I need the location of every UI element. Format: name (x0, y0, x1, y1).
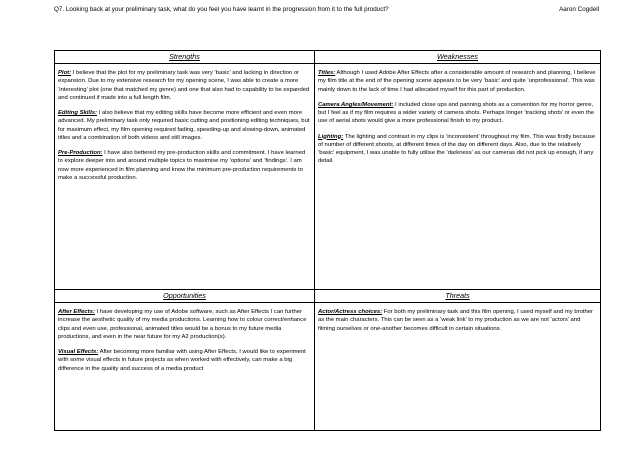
strength-text: I believe that the plot for my preliminary task was very ‘basic’ and lacking in direction or expansion. Due to my extensive research for my opening scene, I was able to create a more ‘interesting’ plot (one that matched my genre) and one that also had to capability to be expanded and continued if made into a full length film. (58, 70, 310, 101)
strength-editing (58, 109, 311, 142)
strength-preproduction (58, 149, 311, 182)
strength-plot (58, 69, 311, 102)
strength-label: Pre-Production: (58, 150, 103, 156)
weakness-titles (318, 69, 597, 94)
threats-cell (315, 303, 601, 431)
opportunities-title: Opportunities (163, 291, 206, 300)
weakness-text: The lighting and contrast in my clips is ‘inconsistent’ throughout my film. This was firstly because of number of different shoots, at different times of the day on different days. Also, due to the relatively ‘basic’ equipment, I was unable to fully utilise the ‘darkness’ as our cameras did not pick up enough, if any detail. (318, 133, 596, 165)
threats-title: Threats (445, 291, 470, 300)
opportunity-text: I have developing my use of Adobe software, such as After Effects I can further increase the aesthetic quality of my media productions. Learning how to colour correct/enhance clips and even use, professional, animated titles would be a bonus to my future media productions, and even in the near future for my A2 production(s). (58, 309, 307, 340)
weakness-lighting (318, 133, 597, 166)
strength-text: I also believe that my editing skills have become more efficient and even more advanced. My preliminary task only required basic cutting and positioning editing techniques, but for maximum effect, my film opening required fading, speeding-up and slowing-down, animated titles and a combination of both videos and still images. (58, 110, 310, 141)
strengths-title: Strengths (169, 52, 200, 61)
opportunity-label: After Effects: (58, 309, 95, 315)
opportunity-text: After becoming more familiar with using After Effects, I would like to experiment with some visual effects in future projects as when worked with effectively, can make a big difference in the quality and success of a media product (58, 349, 306, 372)
threat-text: For both my preliminary task and this film opening, I used myself and my brother as the main characters. This can be seen as a ‘weak link’ to my production as we are not ‘actors’ and filming ourselves or one-another becomes difficult in certain situations. (318, 309, 594, 332)
threats-header-cell (315, 290, 601, 303)
weakness-text: I included close ups and panning shots as a convention for my horror genre, but I feel as if my film requires a wider variety of camera shots. Perhaps longer ‘tracking shots’ or even the use of aerial shots would give a more professional finish to my product. (318, 101, 595, 125)
question-text: Q7. Looking back at your preliminary task, what do you feel you have learnt in the progression from it to the full product? (54, 6, 389, 13)
threat-actors (318, 308, 597, 333)
opportunities-cell (55, 303, 315, 431)
opportunities-header-cell (55, 290, 315, 303)
page-header (54, 4, 599, 16)
weaknesses-cell (315, 64, 601, 290)
swot-table (54, 50, 601, 431)
strengths-cell (55, 64, 315, 290)
strength-label: Plot: (58, 70, 72, 76)
weakness-label: Lighting: (318, 133, 344, 140)
strength-label: Editing Skills: (58, 110, 97, 116)
weakness-label: Titles: (318, 70, 336, 76)
weaknesses-header-cell (315, 51, 601, 64)
weakness-camera (318, 101, 597, 126)
weakness-label: Camera Angles/Movement: (318, 101, 394, 108)
opportunity-label: Visual Effects: (58, 349, 99, 355)
opportunity-after-effects (58, 308, 311, 341)
weaknesses-title: Weaknesses (436, 52, 478, 61)
author-name: Aaron Cogdell (559, 6, 599, 13)
opportunity-visual-effects (58, 348, 311, 373)
threat-label: Actor/Actress choices: (318, 309, 383, 315)
weakness-text: Although I used Adobe After Effects after a considerable amount of research and planning, I believe my film title at the end of the opening scene appears to be very ‘basic’ and quite ‘unprofessional’. This was mainly down to the lack of time I had allocated myself for this part of production. (318, 70, 596, 93)
strengths-header-cell (55, 51, 315, 64)
strength-text: I have also bettered my pre-production skills and commitment. I have learned to explore deeper into and around multiple topics to maximise my ‘options’ and ‘findings’. I am now more experienced in film planning and know the minimum pre-production requirements to make a successful production. (58, 150, 306, 181)
